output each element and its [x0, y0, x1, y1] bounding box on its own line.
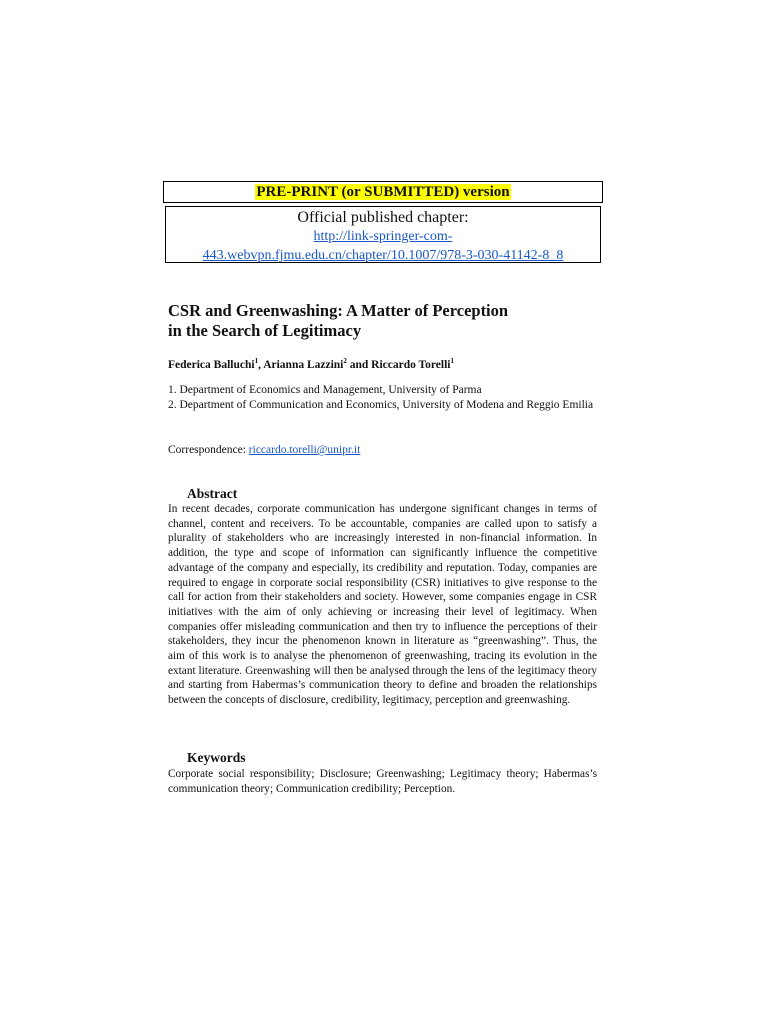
affiliations: [168, 383, 597, 413]
author-name: Riccardo Torelli: [371, 358, 451, 371]
correspondence-label: Correspondence:: [168, 444, 249, 456]
author-affiliation-mark: 2: [343, 357, 347, 365]
author-list: [168, 354, 598, 372]
author-separator: ,: [258, 358, 264, 371]
keywords-heading: Keywords: [187, 750, 246, 765]
published-chapter-box: [165, 206, 601, 263]
author-name: Arianna Lazzini: [263, 358, 344, 371]
correspondence-email-link[interactable]: riccardo.torelli@unipr.it: [248, 444, 361, 456]
author-affiliation-mark: 1: [254, 357, 259, 365]
paper-title: [168, 301, 588, 341]
abstract-text: In recent decades, corporate communication has undergone significant changes in terms of channel, content and receivers. To be accountable, companies are called upon to satisfy a plurality of stakeholders who are increasingly interested in non-financial information. In addition, the type and scope of information can significantly influence the competitive advantage of the company and especially, its credibility and reputation. Today, companies are required to engage in corporate social responsibility (CSR) initiatives to give response to the call for action from their stakeholders and society. However, some companies engage in CSR initiatives with the aim of only achieving or increasing their level of legitimacy. When companies offer misleading communication and then try to influence the perceptions of their stakeholders, they incur the phenomenon known in literature as “greenwashing”. Thus, the aim of this work is to analyse the phenomenon of greenwashing, tracing its evolution in the extant literature. Greenwashing will then be analysed through the lens of the legitimacy theory and starting from Habermas’s communication theory to define and broaden the relationships between the concepts of disclosure, credibility, legitimacy, perception and greenwashing.: [168, 503, 597, 707]
link-line-1[interactable]: http://link-springer-com-: [313, 229, 453, 244]
abstract-heading: Abstract: [187, 486, 238, 501]
preprint-banner: [163, 181, 603, 203]
correspondence: [168, 443, 597, 457]
title-line-2: in the Search of Legitimacy: [168, 321, 362, 340]
published-chapter-link[interactable]: [203, 229, 564, 263]
preprint-label: PRE-PRINT (or SUBMITTED) version: [256, 184, 510, 200]
affiliation-item: 1. Department of Economics and Management, University of Parma: [168, 384, 482, 396]
author-separator: and: [346, 358, 372, 371]
title-line-1: CSR and Greenwashing: A Matter of Perception: [168, 301, 509, 320]
published-label: Official published chapter:: [297, 209, 469, 226]
author-affiliation-mark: 1: [450, 357, 454, 365]
keywords-text: Corporate social responsibility; Disclosure; Greenwashing; Legitimacy theory; Habermas’s communication theory; Communication credibility; Perception.: [168, 768, 597, 795]
affiliation-item: 2. Department of Communication and Economics, University of Modena and Reggio Emilia: [168, 399, 594, 411]
link-line-2[interactable]: 443.webvpn.fjmu.edu.cn/chapter/10.1007/978-3-030-41142-8_8: [202, 248, 564, 263]
author-name: Federica Balluchi: [168, 358, 255, 371]
